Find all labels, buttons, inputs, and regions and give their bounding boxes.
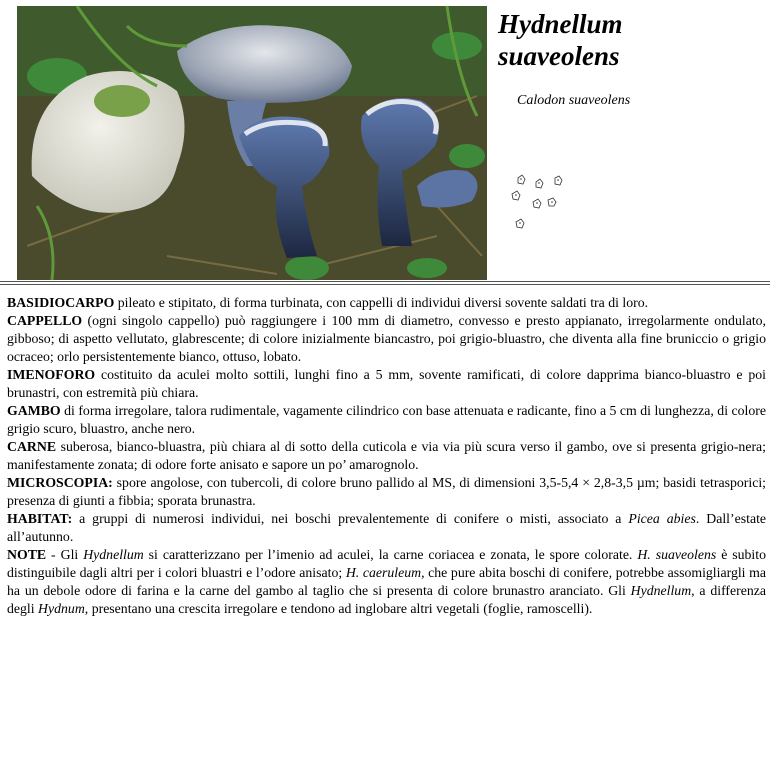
species-name: Hydnum	[38, 601, 85, 616]
section-text: pileato e stipitato, di forma turbinata, con cappelli di individui diversi sovente saldati tra di loro.	[114, 295, 649, 310]
section-text: - Gli	[46, 547, 84, 562]
section-text: (ogni singolo cappello) può raggiungere i 100 mm di diametro, convesso e presto appianato, irregolarmente ondulato, gibboso; di aspetto vellutato, glabrescente; di colore inizialmente biancastro, poi grigio-bluastro, che diventa alla fine bruniccio o grigio ocraceo; orlo persistentemente bianco, ottuso, lobato.	[7, 313, 766, 364]
species-synonym: Calodon suaveolens	[517, 93, 631, 108]
section-text: a gruppi di numerosi individui, nei boschi prevalentemente di conifere o misti, associato a	[72, 511, 629, 526]
species-title-epithet: suaveolens	[498, 41, 620, 71]
description-text	[7, 294, 766, 618]
species-title	[498, 8, 623, 72]
section-gambo	[7, 402, 766, 438]
species-name: H. suaveolens	[637, 547, 717, 562]
section-separator	[0, 281, 770, 285]
species-name: Hydnellum	[630, 583, 692, 598]
section-label: NOTE	[7, 547, 47, 562]
species-name: Picea abies	[628, 511, 696, 526]
section-note	[7, 546, 766, 618]
section-habitat	[7, 510, 766, 546]
spores-drawing	[508, 170, 570, 236]
section-label: HABITAT:	[7, 511, 73, 526]
section-label: CAPPELLO	[7, 313, 83, 328]
section-text: . Dall’estate all’autunno.	[7, 511, 767, 544]
section-text: si caratterizzano per l’imenio ad aculei, la carne coriacea e zonata, le spore colorate.	[143, 547, 638, 562]
section-text: spore angolose, con tubercoli, di colore bruno pallido al MS, di dimensioni 3,5-5,4 × 2,8-3,5 µm; basidi tetrasporici; presenza di giunti a fibbia; sporata brunastra.	[7, 475, 766, 508]
section-basidiocarpo	[7, 294, 766, 312]
section-cappello	[7, 312, 766, 366]
section-microscopia	[7, 474, 766, 510]
section-label: BASIDIOCARPO	[7, 295, 115, 310]
species-title-genus: Hydnellum	[498, 9, 623, 39]
section-label: IMENOFORO	[7, 367, 96, 382]
section-carne	[7, 438, 766, 474]
species-name: Hydnellum	[83, 547, 144, 562]
section-text: di forma irregolare, talora rudimentale, vagamente cilindrico con base attenuata e radicante, fino a 5 cm di lunghezza, di colore grigio scuro, bluastro, anche nero.	[7, 403, 766, 436]
section-label: MICROSCOPIA:	[7, 475, 113, 490]
mushroom-photo	[17, 6, 487, 280]
section-imenoforo	[7, 366, 766, 402]
section-text: , che pure abita boschi di conifere, potrebbe assomigliargli ma ha un debole odore di farina e la carne del gambo al taglio che si presenta di colore brunastro aranciato. Gli	[7, 565, 766, 598]
section-text: suberosa, bianco-bluastra, più chiara al di sotto della cuticola e via via più scura verso il gambo, ove si presenta grigio-nera; manifestamente zonata; di odore forte anisato e sapore un po’ amarognolo.	[7, 439, 766, 472]
section-label: GAMBO	[7, 403, 61, 418]
section-label: CARNE	[7, 439, 57, 454]
species-name: H. caeruleum	[345, 565, 422, 580]
section-text: costituito da aculei molto sottili, lunghi fino a 5 mm, sovente ramificati, di colore dapprima bianco-bluastro e poi brunastri, con estremità più chiara.	[7, 367, 766, 400]
section-text: è subito distinguibile dagli altri per i colori bluastri e l’odore anisato;	[7, 547, 767, 580]
section-text: , presentano una crescita irregolare e tendono ad inglobare altri vegetali (foglie, ramoscelli).	[84, 601, 593, 616]
section-text: , a differenza degli	[7, 583, 766, 616]
mushroom-photo-illustration	[17, 6, 487, 280]
